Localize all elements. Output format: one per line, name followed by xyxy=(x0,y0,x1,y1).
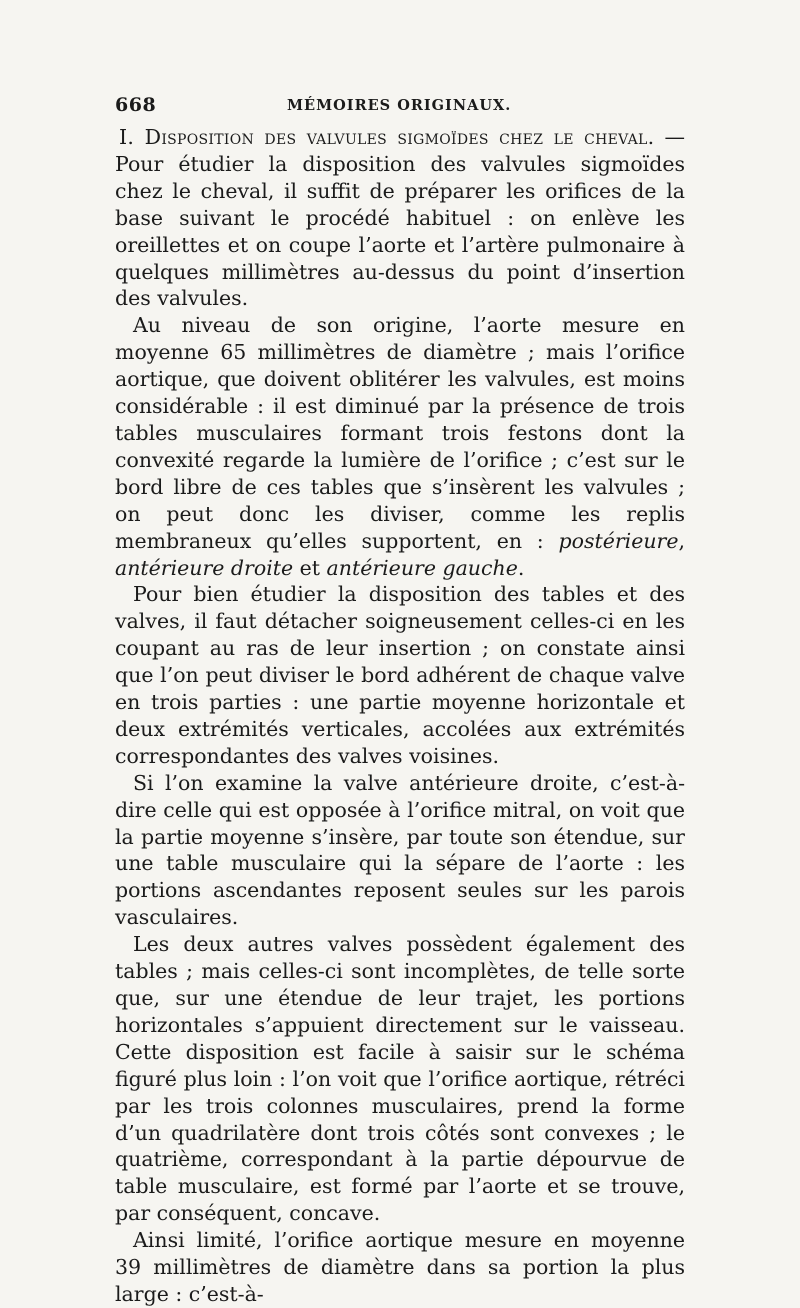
paragraph-section-heading xyxy=(115,124,685,312)
separator-text: , xyxy=(678,528,685,553)
paragraph-study-tables: Pour bien étudier la disposition des tables et des valves, il faut détacher soigneusement celles-ci en les coupant au ras de leur insertion ; on constate ainsi que l’on peut diviser le bord adhérent de chaque valve en trois parties : une partie moyenne horizontale et deux extrémités verticales, accolées aux extrémités correspondantes des valves voisines. xyxy=(115,582,685,768)
book-page xyxy=(115,94,685,1308)
section-intro-text: — Pour étudier la disposition des valvules sigmoïdes chez le cheval, il suffit de préparer les orifices de la base suivant le procédé habituel : on enlève les oreillettes et on coupe l’aorte et l’artère pulmonaire à quelques millimètres au-dessus du point d’insertion des valvules. xyxy=(115,125,685,311)
paragraph-end-punctuation: . xyxy=(517,555,525,580)
paragraph-other-valves: Les deux autres valves possèdent également des tables ; mais celles-ci sont incomplètes, de telle sorte que, sur une étendue de leur trajet, les portions horizontales s’appuient directement sur le vaisseau. Cette disposition est facile à saisir sur le schéma figuré plus loin : l’on voit que l’orifice aortique, rétréci par les trois colonnes musculaires, prend la forme d’un quadrilatère dont trois côtés sont convexes ; le quatrième, correspondant à la partie dépourvue de table musculaire, est formé par l’aorte et se trouve, par conséquent, concave. xyxy=(115,932,685,1226)
separator-text: et xyxy=(293,555,327,580)
page-number: 668 xyxy=(115,94,157,116)
italic-term-anterior-right: antérieure droite xyxy=(115,555,294,580)
section-heading: I. Disposition des valvules sigmoïdes chez le cheval. xyxy=(119,125,655,149)
paragraph-anterior-right-valve: Si l’on examine la valve antérieure droite, c’est-à-dire celle qui est opposée à l’orifice mitral, on voit que la partie moyenne s’insère, par toute son étendue, sur une table musculaire qui la sépare de l’aorte : les portions ascendantes reposent seules sur les parois vasculaires. xyxy=(115,770,685,930)
body-text xyxy=(115,124,685,1308)
running-title: MÉMOIRES ORIGINAUX. xyxy=(287,97,512,114)
paragraph-aortic-orifice-size: Ainsi limité, l’orifice aortique mesure en moyenne 39 millimètres de diamètre dans sa portion la plus large : c’est-à- xyxy=(115,1228,685,1306)
running-head xyxy=(115,94,685,120)
italic-term-anterior-left: antérieure gauche xyxy=(326,555,518,580)
italic-term-posterior: postérieure xyxy=(558,528,679,553)
paragraph-aortic-origin xyxy=(115,312,685,581)
paragraph-text: Au niveau de son origine, l’aorte mesure en moyenne 65 millimètres de diamètre ; mais l’orifice aortique, que doivent oblitérer les valvules, est moins considérable : il est diminué par la présence de trois tables musculaires formant trois festons dont la convexité regarde la lumière de l’orifice ; c’est sur le bord libre de ces tables que s’insèrent les valvules ; on peut donc les diviser, comme les replis membraneux qu’elles supportent, en : xyxy=(115,313,685,553)
